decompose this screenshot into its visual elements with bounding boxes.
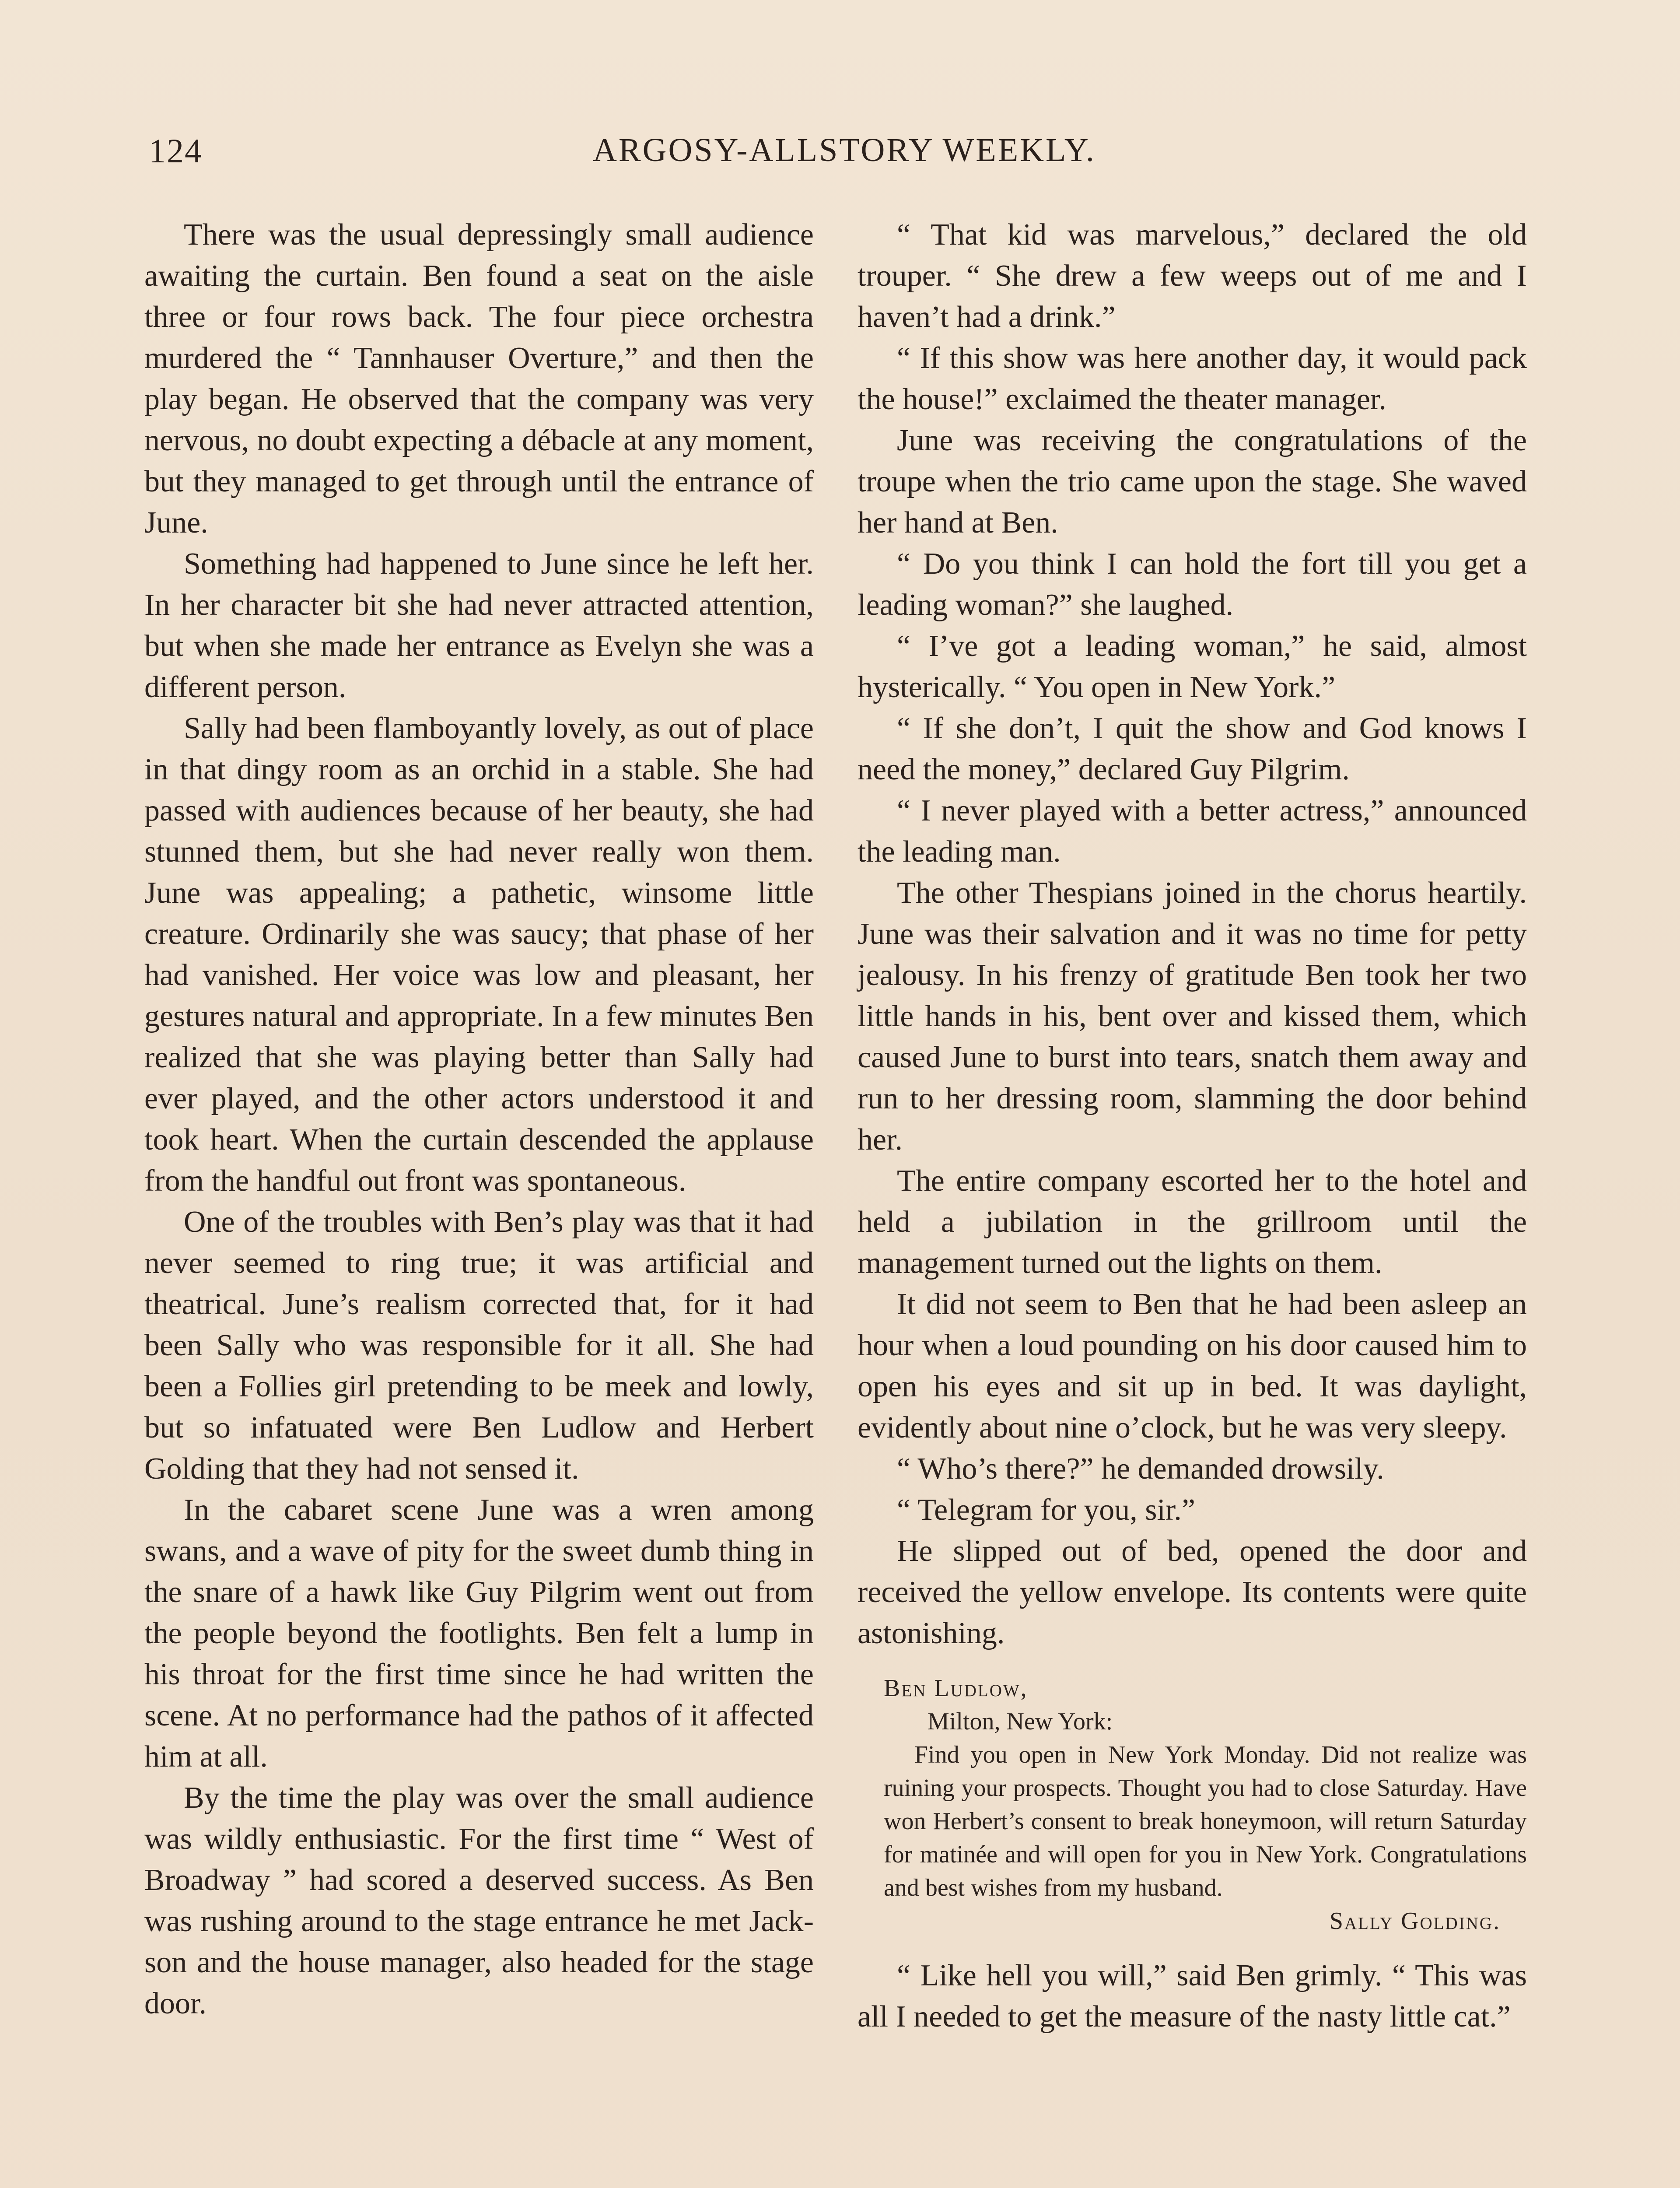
paragraph: In the cabaret scene June was a wren among swans, and a wave of pity for the sweet dumb thing in the snare of a hawk like Guy Pilgrim went out from the people beyond the footlights. Ben felt a lump in his throat for the first time since he had written the scene. At no performance had the pathos of it affected him at all. bbox=[144, 1493, 814, 1774]
paragraph: There was the usual depressingly small audience awaiting the curtain. Ben found a seat on the aisle three or four rows back. The four piece orchestra murdered the “ Tannhauser Overture,” and then the play began. He observed that the company was very nervous, no doubt expecting a débacle at any moment, but they managed to get through until the entrance of June. bbox=[144, 218, 814, 540]
paragraph: “ That kid was marvelous,” declared the old trouper. “ She drew a few weeps out of me and I haven’t had a drink.” bbox=[858, 218, 1527, 334]
page-number: 124 bbox=[149, 132, 203, 170]
right-column bbox=[858, 214, 1527, 2037]
paragraph: June was receiving the congratulations of the troupe when the trio came upon the stage. She waved her hand at Ben. bbox=[858, 424, 1527, 540]
telegram-signature: Sally Golding. bbox=[1329, 1907, 1501, 1935]
telegram-body: Find you open in New York Monday. Did not realize was ruining your prospects. Thought you had to close Saturday. Have won Herbert’s consent to break honeymoon, will return Saturday for matinée and will open for you in New York. Congratulations and best wishes from my husband. bbox=[884, 1741, 1527, 1901]
left-column bbox=[144, 214, 814, 2024]
paragraph: The other Thespians joined in the chorus heartily. June was their salvation and it was no time for petty jealousy. In his frenzy of gratitude Ben took her two little hands in his, bent over and kissed them, which caused June to burst into tears, snatch them away and run to her dressing room, slamming the door behind her. bbox=[858, 876, 1527, 1157]
paragraph: One of the troubles with Ben’s play was that it had never seemed to ring true; it was artificial and theatrical. June’s realism corrected that, for it had been Sally who was responsible for it all. She had been a Follies girl pretending to be meek and lowly, but so infatuated were Ben Ludlow and Herbert Golding that they had not sensed it. bbox=[144, 1205, 814, 1486]
paragraph: “ If this show was here another day, it would pack the house!” exclaimed the theater manager. bbox=[858, 341, 1527, 416]
paragraph: “ Like hell you will,” said Ben grimly. “ This was all I needed to get the measure of the nasty little cat.” bbox=[858, 1959, 1527, 2034]
telegram bbox=[884, 1672, 1527, 1938]
page-header bbox=[149, 131, 1540, 193]
paragraph: “ I never played with a better actress,” announced the leading man. bbox=[858, 794, 1527, 869]
paragraph: The entire company escorted her to the hotel and held a jubilation in the grillroom until the management turned out the lights on them. bbox=[858, 1164, 1527, 1280]
paragraph: By the time the play was over the small audience was wildly enthusiastic. For the first time “ West of Broadway ” had scored a deserved success. As Ben was rushing around to the stage entrance he met Jackson and the house manager, also headed for the stage door. bbox=[144, 1781, 814, 2020]
paragraph: “ If she don’t, I quit the show and God knows I need the money,” declared Guy Pilgrim. bbox=[858, 712, 1527, 786]
paragraph: “ Who’s there?” he demanded drowsily. bbox=[897, 1452, 1384, 1486]
paragraph: “ I’ve got a leading woman,” he said, almost hysterically. “ You open in New York.” bbox=[858, 629, 1527, 704]
paragraph: Sally had been flamboyantly lovely, as out of place in that dingy room as an orchid in a stable. She had passed with audiences because of her beauty, she had stunned them, but she had never really won them. June was appealing; a pathetic, winsome little creature. Ordinarily she was saucy; that phase of her had vanished. Her voice was low and pleasant, her gestures natural and appropriate. In a few minutes Ben realized that she was playing better than Sally had ever played, and the other actors understood it and took heart. When the curtain descended the applause from the handful out front was spontaneous. bbox=[144, 712, 814, 1198]
telegram-addressee: Ben Ludlow, bbox=[884, 1675, 1028, 1702]
paragraph: “ Telegram for you, sir.” bbox=[897, 1493, 1195, 1527]
paragraph: Something had happened to June since he left her. In her character bit she had never attracted attention, but when she made her entrance as Evelyn she was a different person. bbox=[144, 547, 814, 704]
paragraph: It did not seem to Ben that he had been asleep an hour when a loud pounding on his door caused him to open his eyes and sit up in bed. It was daylight, evidently about nine o’clock, but he was very sleepy. bbox=[858, 1287, 1527, 1445]
paragraph: He slipped out of bed, opened the door and received the yellow envelope. Its contents were quite astonishing. bbox=[858, 1534, 1527, 1650]
telegram-place: Milton, New York: bbox=[928, 1708, 1113, 1735]
running-head: ARGOSY-ALLSTORY WEEKLY. bbox=[593, 132, 1096, 168]
paragraph: “ Do you think I can hold the fort till you get a leading woman?” she laughed. bbox=[858, 547, 1527, 622]
